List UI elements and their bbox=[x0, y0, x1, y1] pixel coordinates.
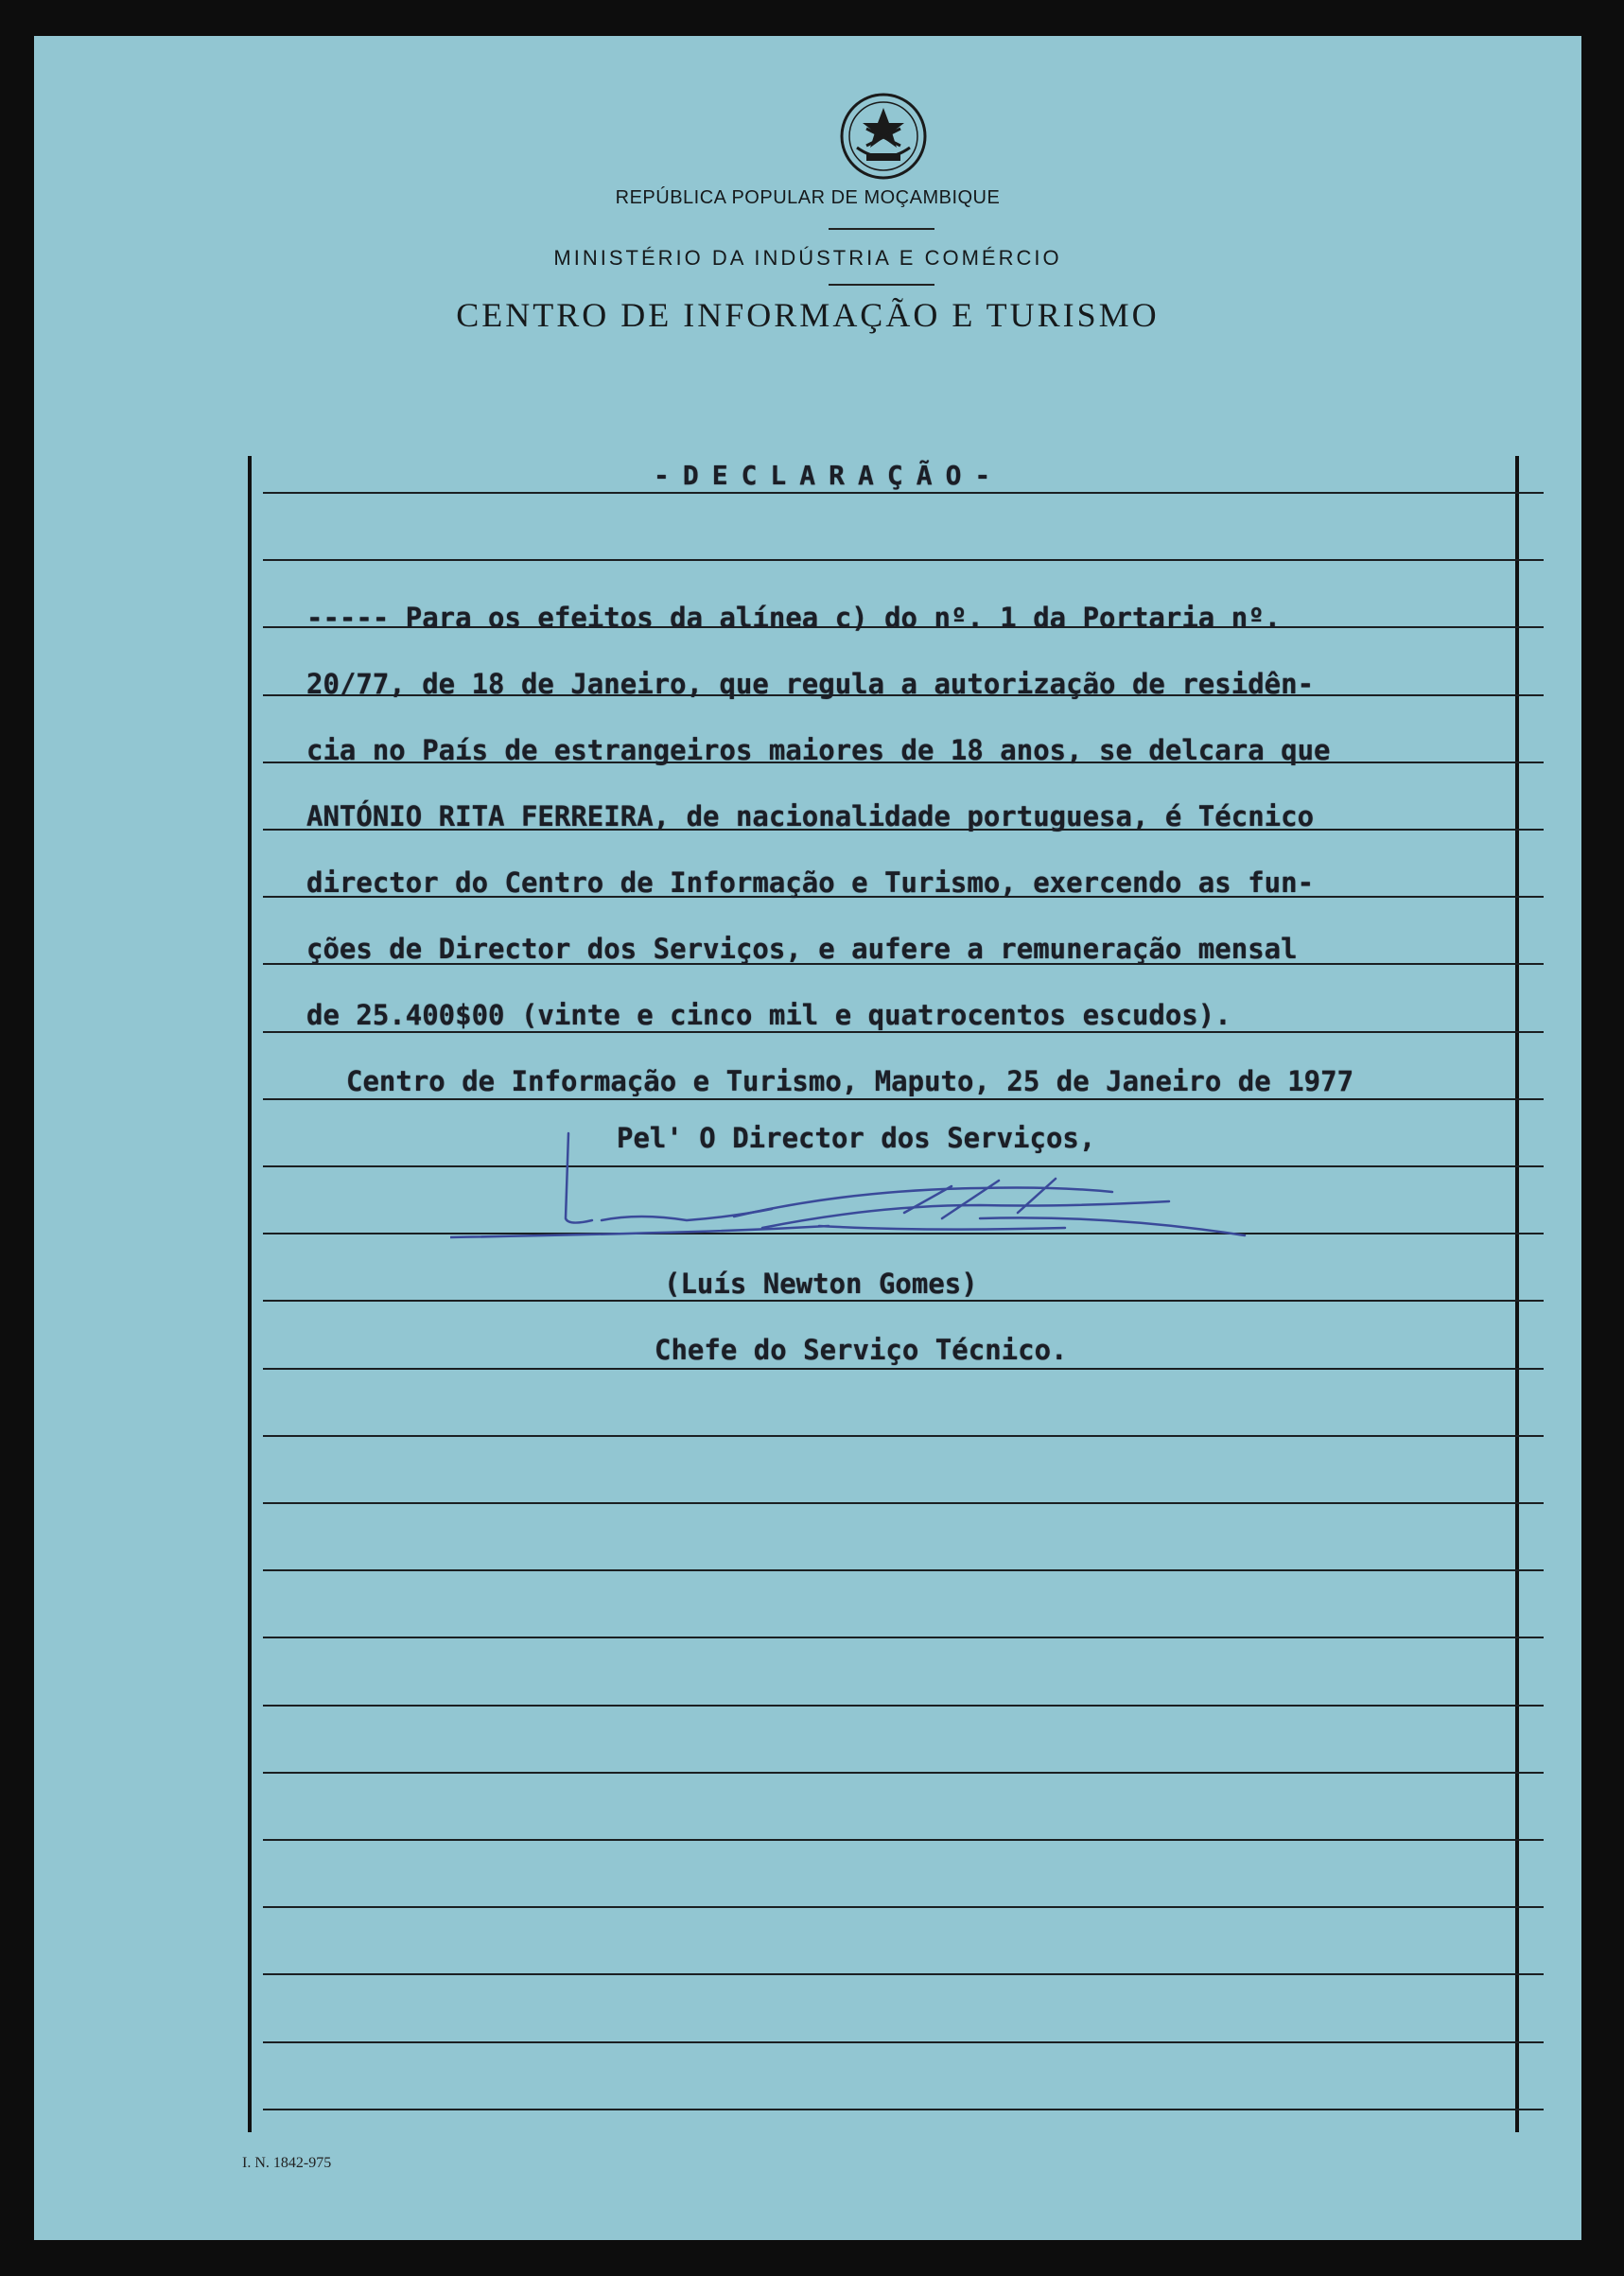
ruled-line bbox=[263, 2041, 1544, 2043]
left-margin-bar bbox=[248, 456, 252, 2132]
ruled-line bbox=[263, 1031, 1544, 1033]
centre-heading: CENTRO DE INFORMAÇÃO E TURISMO bbox=[456, 296, 1160, 334]
ruled-line bbox=[263, 1098, 1544, 1100]
ruled-line bbox=[263, 1637, 1544, 1638]
ruled-line bbox=[263, 1300, 1544, 1302]
body-line: ções de Director dos Serviços, e aufere a remuneração mensal bbox=[306, 933, 1298, 965]
ruled-line bbox=[263, 1772, 1544, 1774]
coat-of-arms-icon bbox=[838, 91, 929, 182]
ruled-line bbox=[263, 2109, 1544, 2110]
document-sheet bbox=[34, 36, 1581, 2240]
ruled-line bbox=[263, 1502, 1544, 1504]
heading-divider bbox=[829, 284, 934, 286]
on-behalf-line: Pel' O Director dos Serviços, bbox=[617, 1122, 1096, 1154]
signatory-role: Chefe do Serviço Técnico. bbox=[655, 1334, 1068, 1366]
republic-heading: REPÚBLICA POPULAR DE MOÇAMBIQUE bbox=[615, 187, 1001, 208]
place-date: Centro de Informação e Turismo, Maputo, 25 de Janeiro de 1977 bbox=[346, 1065, 1354, 1097]
ruled-line bbox=[263, 1973, 1544, 1975]
signatory-name: (Luís Newton Gomes) bbox=[664, 1268, 978, 1300]
body-line: director do Centro de Informação e Turismo, exercendo as fun- bbox=[306, 867, 1315, 899]
body-line: cia no País de estrangeiros maiores de 18 anos, se delcara que bbox=[306, 734, 1331, 766]
body-line: 20/77, de 18 de Janeiro, que regula a autorização de residên- bbox=[306, 668, 1315, 700]
ruled-line bbox=[263, 492, 1544, 494]
ruled-line bbox=[263, 559, 1544, 561]
body-line: ANTÓNIO RITA FERREIRA, de nacionalidade portuguesa, é Técnico bbox=[306, 800, 1315, 832]
body-line: ----- Para os efeitos da alínea c) do nº. 1 da Portaria nº. bbox=[306, 602, 1282, 634]
ruled-line bbox=[263, 1435, 1544, 1437]
right-margin-bar bbox=[1515, 456, 1519, 2132]
ruled-line bbox=[263, 1839, 1544, 1841]
heading-divider bbox=[829, 228, 934, 230]
handwritten-signature-icon bbox=[450, 1114, 1415, 1285]
print-code: I. N. 1842-975 bbox=[242, 2155, 332, 2171]
document-title: -DECLARAÇÃO- bbox=[654, 460, 1004, 491]
ministry-heading: MINISTÉRIO DA INDÚSTRIA E COMÉRCIO bbox=[553, 246, 1062, 270]
ruled-line bbox=[263, 1569, 1544, 1571]
ruled-line bbox=[263, 1368, 1544, 1370]
ruled-line bbox=[263, 1705, 1544, 1707]
body-line: de 25.400$00 (vinte e cinco mil e quatrocentos escudos). bbox=[306, 999, 1231, 1031]
ruled-line bbox=[263, 1906, 1544, 1908]
